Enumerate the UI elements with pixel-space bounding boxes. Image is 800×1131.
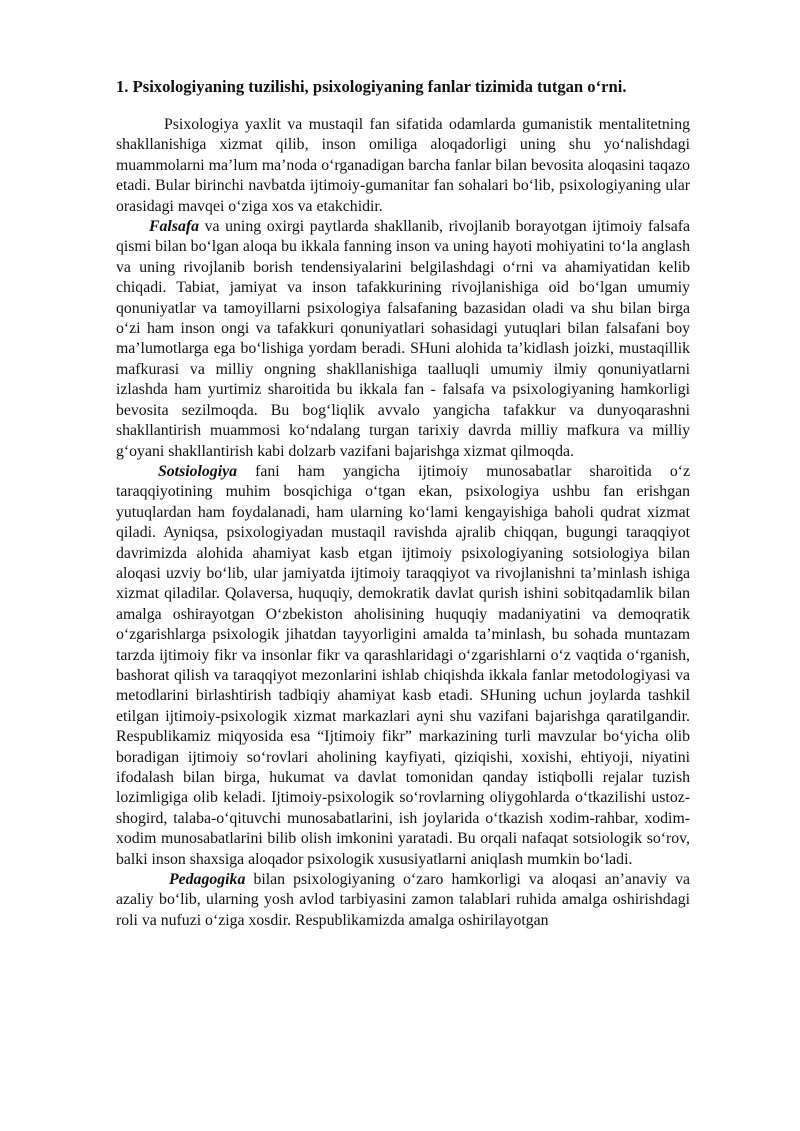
paragraph-introduction [116,115,690,217]
paragraph-pedagogy [116,870,690,931]
document-page [116,76,690,931]
term-falsafa: Falsafa [149,218,200,236]
paragraph-text: va uning oxirgi paytlarda shakllanib, rivojlanib borayotgan ijtimoiy falsafa qismi bilan bo‘lgan aloqa bu ikkala fanning inson va uning hayoti mohiyatini to‘la anglash va uning rivojlanib borish tendensiyalarini belgilashdagi o‘rni va ahamiyatidan kelib chiqadi. Tabiat, jamiyat va inson tafakkurining rivojlanishiga oid bo‘lgan umumiy qonuniyatlar va tamoyillarni psixologiya falsafaning bazasidan oladi va shu bilan birga o‘zi ham inson ongi va tafakkuri qonuniyatlari sohasidagi yutuqlari bilan falsafani boy ma’lumotlarga ega bo‘lishiga yordam beradi. SHuni alohida ta’kidlash joizki, mustaqillik mafkurasi va milliy ongning shakllanishiga taalluqli umumiy ilmiy qonuniyatlarni izlashda ham yurtimiz sharoitida bu ikkala fan - falsafa va psixologiyaning hamkorligi bevosita sezilmoqda. Bu bog‘liqlik avvalo yangicha tafakkur va dunyoqarashni shakllantirish muammosi ko‘ndalang turgan tarixiy davrda milliy mafkura va milliy g‘oyani shakllantirish kabi dolzarb vazifani bajarishga xizmat qilmoqda. [116,218,690,460]
paragraph-sociology [116,462,690,870]
paragraph-philosophy [116,217,690,462]
section-heading: 1. Psixologiyaning tuzilishi, psixologiyaning fanlar tizimida tutgan o‘rni. [116,77,627,96]
term-sotsiologiya: Sotsiologiya [158,462,237,480]
term-pedagogika: Pedagogika [169,871,246,889]
paragraph-text: Psixologiya yaxlit va mustaqil fan sifatida odamlarda gumanistik mentalitetning shakllanishiga xizmat qilib, inson omiliga aloqadorligi uning shu yo‘nalishdagi muammolarni ma’lum ma’noda o‘rganadigan barcha fanlar bilan bevosita aloqasini taqazo etadi. Bular birinchi navbatda ijtimoiy-gumanitar fan sohalari bo‘lib, psixologiyaning ular orasidagi mavqei o‘ziga xos va etakchidir. [116,116,690,215]
paragraph-text: fani ham yangicha ijtimoiy munosabatlar sharoitida o‘z taraqqiyotining muhim bosqichiga o‘tgan ekan, psixologiya ushbu fan erishgan yutuqlardan ham foydalanadi, ham ularning ko‘lami kengayishiga baholi qudrat xizmat qiladi. Ayniqsa, psixologiyadan mustaqil ravishda ajralib chiqqan, bugungi taraqqiyot davrimizda alohida ahamiyat kasb etgan ijtimoiy psixologiyaning sotsiologiya bilan aloqasi uzviy bo‘lib, ular jamiyatda ijtimoiy taraqqiyot va rivojlanishni ta’minlash ishiga xizmat qiladilar. Qolaversa, huquqiy, demokratik davlat qurish ishini sobitqadamlik bilan amalga oshirayotgan O‘zbekiston aholisining huquqiy madaniyatini va demoqratik o‘zgarishlarga psixologik jihatdan tayyorligini amalda ta’minlash, bu sohada muntazam tarzda ijtimoiy fikr va insonlar fikr va qarashlaridagi o‘zgarishlarni o‘z vaqtida o‘rganish, bashorat qilish va taraqqiyot mezonlarini ishlab chiqishda ikkala fanlar metodologiyasi va metodlarini birlashtirish tadbiqiy ahamiyat kasb etadi. SHuning uchun joylarda tashkil etilgan ijtimoiy-psixologik xizmat markazlari ayni shu vazifani bajarishga qaratilgandir. Respublikamiz miqyosida esa “Ijtimoiy fikr” markazining turli mavzular bo‘yicha olib boradigan ijtimoiy so‘rovlari aholining kayfiyati, qiziqishi, xoxishi, ehtiyoji, niyatini ifodalash bilan birga, hukumat va davlat tomonidan qanday istiqbolli rejalar tuzish lozimligiga olib keladi. Ijtimoiy-psixologik so‘rovlarning oliygohlarda o‘tkazilishi ustoz-shogird, talaba-o‘qituvchi munosabatlarini, ish joylarida o‘tkazish xodim-rahbar, xodim-xodim munosabatlarini bilib olish imkonini yaratadi. Bu orqali nafaqat sotsiologik so‘rov, balki inson shaxsiga aloqador psixologik xususiyatlarni aniqlash mumkin bo‘ladi. [116,462,690,868]
paragraph-text: bilan psixologiyaning o‘zaro hamkorligi va aloqasi an’anaviy va azaliy bo‘lib, ularning yosh avlod tarbiyasini zamon talablari ruhida amalga oshirishdagi roli va nufuzi o‘ziga xosdir. Respublikamizda amalga oshirilayotgan [116,871,690,929]
